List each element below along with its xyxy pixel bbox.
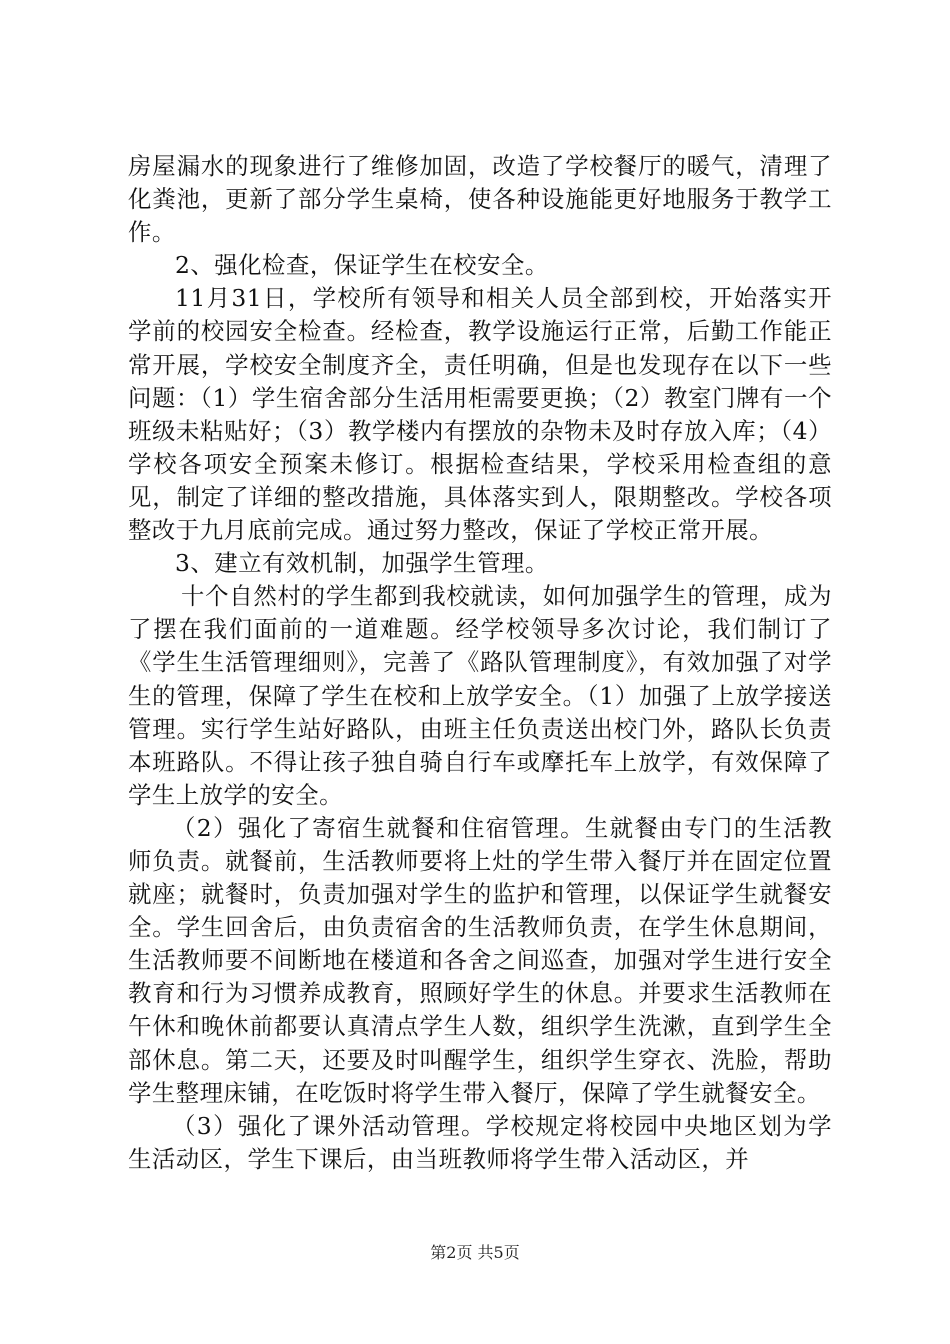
paragraph-safety-inspection: 11月31日，学校所有领导和相关人员全部到校，开始落实开学前的校园安全检查。经检查，教学设施运行正常，后勤工作能正常开展，学校安全制度齐全，责任明确，但是也发现存在以下一些问题：（1）学生宿舍部分生活用柜需要更换；（2）教室门牌有一个班级未粘贴好；（3）教学楼内有摆放的杂物未及时存放入库；（4）学校各项安全预案未修订。根据检查结果，学校采用检查组的意见，制定了详细的整改措施，具体落实到人，限期整改。学校各项整改于九月底前完成。通过努力整改，保证了学校正常开展。 bbox=[128, 284, 832, 545]
heading-safety-inspection: 2、强化检查，保证学生在校安全。 bbox=[175, 251, 549, 280]
paragraph-student-management: 十个自然村的学生都到我校就读，如何加强学生的管理，成为了摆在我们面前的一道难题。经学校领导多次讨论，我们制订了《学生生活管理细则》，完善了《路队管理制度》，有效加强了对学生的管理，保障了学生在校和上放学安全。（1）加强了上放学接送管理。实行学生站好路队，由班主任负责送出校门外，路队长负责本班路队。不得让孩子独自骑自行车或摩托车上放学，有效保障了学生上放学的安全。 bbox=[128, 582, 832, 809]
paragraph-facility-repair: 房屋漏水的现象进行了维修加固，改造了学校餐厅的暖气，清理了化粪池，更新了部分学生桌椅，使各种设施能更好地服务于教学工作。 bbox=[128, 152, 832, 247]
paragraph-boarding-management: （2）强化了寄宿生就餐和住宿管理。生就餐由专门的生活教师负责。就餐前，生活教师要将上灶的学生带入餐厅并在固定位置就座；就餐时，负责加强对学生的监护和管理，以保证学生就餐安全。学生回舍后，由负责宿舍的生活教师负责，在学生休息期间，生活教师要不间断地在楼道和各舍之间巡查，加强对学生进行安全教育和行为习惯养成教育，照顾好学生的休息。并要求生活教师在午休和晚休前都要认真清点学生人数，组织学生洗漱，直到学生全部休息。第二天，还要及时叫醒学生，组织学生穿衣、洗脸，帮助学生整理床铺，在吃饭时将学生带入餐厅，保障了学生就餐安全。 bbox=[128, 813, 832, 1107]
paragraph-activity-management: （3）强化了课外活动管理。学校规定将校园中央地区划为学生活动区，学生下课后，由当班教师将学生带入活动区，并 bbox=[128, 1111, 832, 1173]
page-indicator: 第2页 共5页 bbox=[430, 1243, 520, 1262]
body-text bbox=[128, 150, 832, 1176]
heading-student-management: 3、建立有效机制，加强学生管理。 bbox=[175, 549, 549, 578]
page-footer bbox=[0, 1243, 950, 1263]
